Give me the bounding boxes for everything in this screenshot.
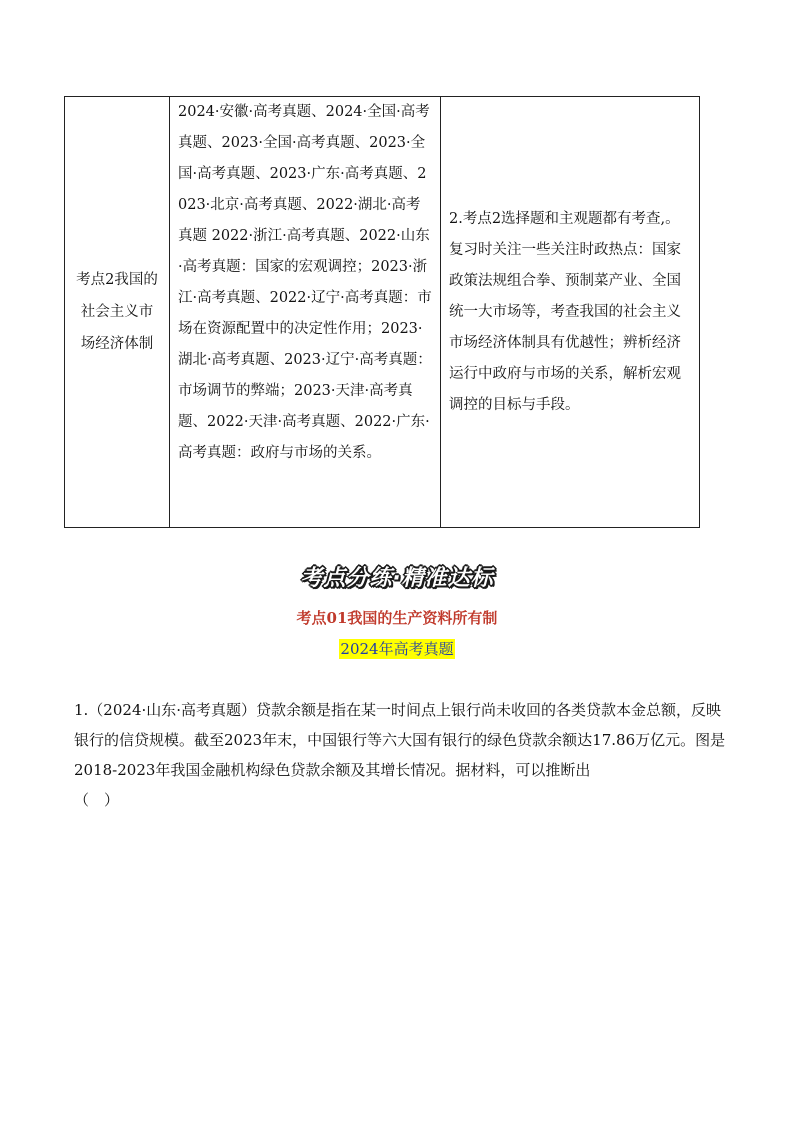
topic-text: 考点2我国的社会主义市场经济体制: [76, 272, 158, 352]
section-banner: 考点分练·精准达标: [300, 566, 494, 591]
analysis-cell: [441, 97, 700, 528]
exam-analysis-table: [64, 96, 700, 528]
answer-blank: （ ）: [74, 791, 120, 809]
table-row: [65, 97, 700, 528]
year-tag: 2024年高考真题: [340, 640, 454, 658]
question-block: [74, 695, 734, 815]
analysis-text: 2.考点2选择题和主观题都有考查,。复习时关注一些关注时政热点：国家政策法规组合拳、预制菜产业、全国统一大市场等，考查我国的社会主义市场经济体制具有优越性；辨析经济运行中政府与市场的关系，解析宏观调控的目标与手段。: [449, 210, 681, 413]
years-cell: [170, 97, 441, 528]
question-text: 1.（2024·山东·高考真题）贷款余额是指在某一时间点上银行尚未收回的各类贷款本金总额，反映银行的信贷规模。截至2023年末，中国银行等六大国有银行的绿色贷款余额达17.86万亿元。图是2018-2023年我国金融机构绿色贷款余额及其增长情况。据材料，可以推断出: [74, 701, 726, 779]
years-text: 2024·安徽·高考真题、2024·全国·高考真题、2023·全国·高考真题、2023·全国·高考真题、2023·广东·高考真题、2023·北京·高考真题、2022·湖北·高考真题 2022·浙江·高考真题、2022·山东·高考真题：国家的宏观调控；2023·浙江·高考真题、2022·辽宁·高考真题：市场在资源配置中的决定性作用；2023·湖北·高考真题、2023·辽宁·高考真题：市场调节的弊端；2023·天津·高考真题、2022·天津·高考真题、2022·广东·高考真题：政府与市场的关系。: [178, 104, 432, 461]
section-subtitle: 考点01我国的生产资料所有制: [296, 609, 498, 627]
topic-cell: [65, 97, 170, 528]
year-tag-container: [0, 639, 794, 659]
